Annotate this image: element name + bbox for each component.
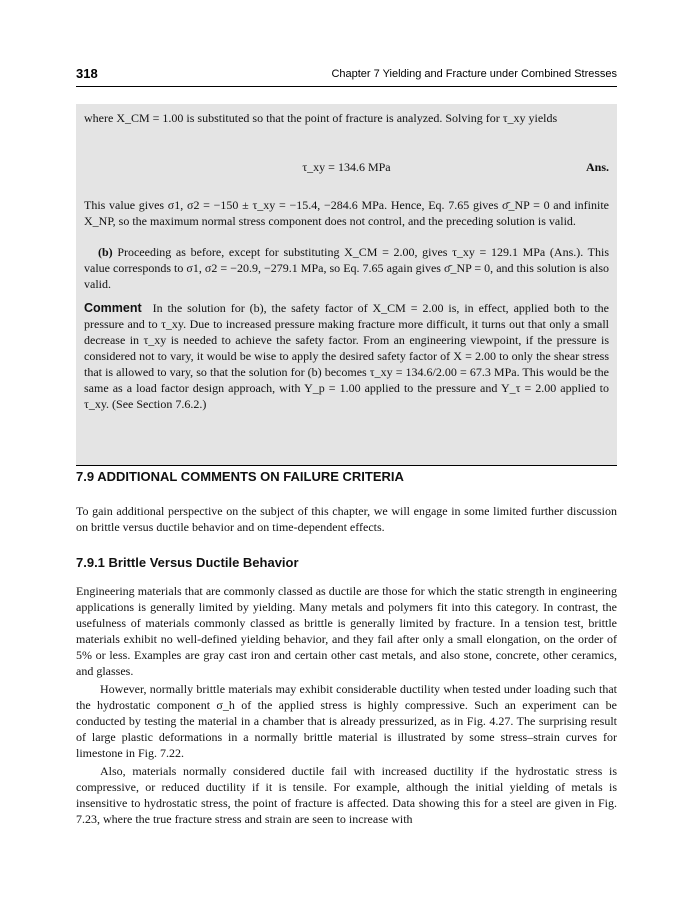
example-solution-box	[76, 104, 617, 466]
chapter-title: Chapter 7 Yielding and Fracture under Combined Stresses	[331, 68, 617, 80]
subsection-heading: 7.9.1 Brittle Versus Ductile Behavior	[76, 555, 299, 570]
section-intro-paragraph: To gain additional perspective on the subject of this chapter, we will engage in some limited further discussion on brittle versus ductile behavior and on time-dependent effects.	[76, 504, 617, 534]
example-intro-line: where X_CM = 1.00 is substituted so that the point of fracture is analyzed. Solving for τ_xy yields	[84, 111, 558, 125]
example-paragraph: This value gives σ1, σ2 = −150 ± τ_xy = −15.4, −284.6 MPa. Hence, Eq. 7.65 gives σ̄_NP = 0 and infinite X_NP, so the maximum normal stress component does not control, and the preceding solution is valid.	[84, 198, 609, 228]
body-paragraph-3: Also, materials normally considered ductile fail with increased ductility if the hydrostatic stress is compressive, or reduced ductility if it is tensile. For example, although the initial yielding of metals is insensitive to hydrostatic stress, the point of fracture is affected. Data showing this for a steel are given in Fig. 7.23, where the true fracture stress and strain are seen to increase with	[76, 764, 617, 826]
comment-text: In the solution for (b), the safety factor of X_CM = 2.00 is, in effect, applied both to the pressure and to τ_xy. Due to increased pressure making fracture more difficult, it turns out that only a small decrease in τ_xy is needed to achieve the safety factor. From an engineering viewpoint, if the pressure is considered not to vary, it would be wise to apply the desired safety factor of X = 2.00 to only the shear stress that is allowed to vary, so that the solution for (b) becomes τ_xy = 134.6/2.00 = 67.3 MPa. This would be the same as a load factor design approach, with Y_p = 1.00 applied to the pressure and Y_τ = 2.00 applied to τ_xy. (See Section 7.6.2.)	[84, 301, 610, 411]
comment-label: Comment	[84, 301, 142, 315]
equation: τ_xy = 134.6 MPa	[302, 160, 391, 174]
example-part-b	[84, 244, 609, 292]
comment-paragraph	[84, 300, 609, 412]
equation-row	[84, 159, 609, 177]
body-paragraph-1: Engineering materials that are commonly classed as ductile are those for which the static strength in engineering applications is generally limited by yielding. Many metals and polymers fit into this category. In contrast, the usefulness of materials commonly classed as brittle is generally limited by fracture. In a tension test, brittle materials exhibit no well-defined yielding behavior, and they fail after only a small elongation, on the order of 5% or less. Examples are gray cast iron and certain other cast metals, and also stone, concrete, other ceramics, and glasses.	[76, 584, 617, 678]
section-heading: 7.9 ADDITIONAL COMMENTS ON FAILURE CRITERIA	[76, 469, 404, 484]
page-number: 318	[76, 66, 98, 81]
part-b-text: Proceeding as before, except for substituting X_CM = 2.00, gives τ_xy = 129.1 MPa (Ans.). This value corresponds to σ1, σ2 = −20.9, −279.1 MPa, so Eq. 7.65 again gives σ̄_NP = 0, and this solution is also valid.	[84, 245, 609, 291]
running-head	[76, 64, 617, 87]
body-paragraph-2: However, normally brittle materials may exhibit considerable ductility when tested under loading such that the hydrostatic component σ_h of the applied stress is highly compressive. Such an experiment can be conducted by testing the material in a chamber that is already pressurized, as in Fig. 4.27. The surprising result of large plastic deformations in a normally brittle material is illustrated by some stress–strain curves for limestone in Fig. 7.22.	[76, 682, 617, 760]
part-b-label: (b)	[98, 245, 113, 259]
equation-tag: Ans.	[585, 160, 609, 174]
